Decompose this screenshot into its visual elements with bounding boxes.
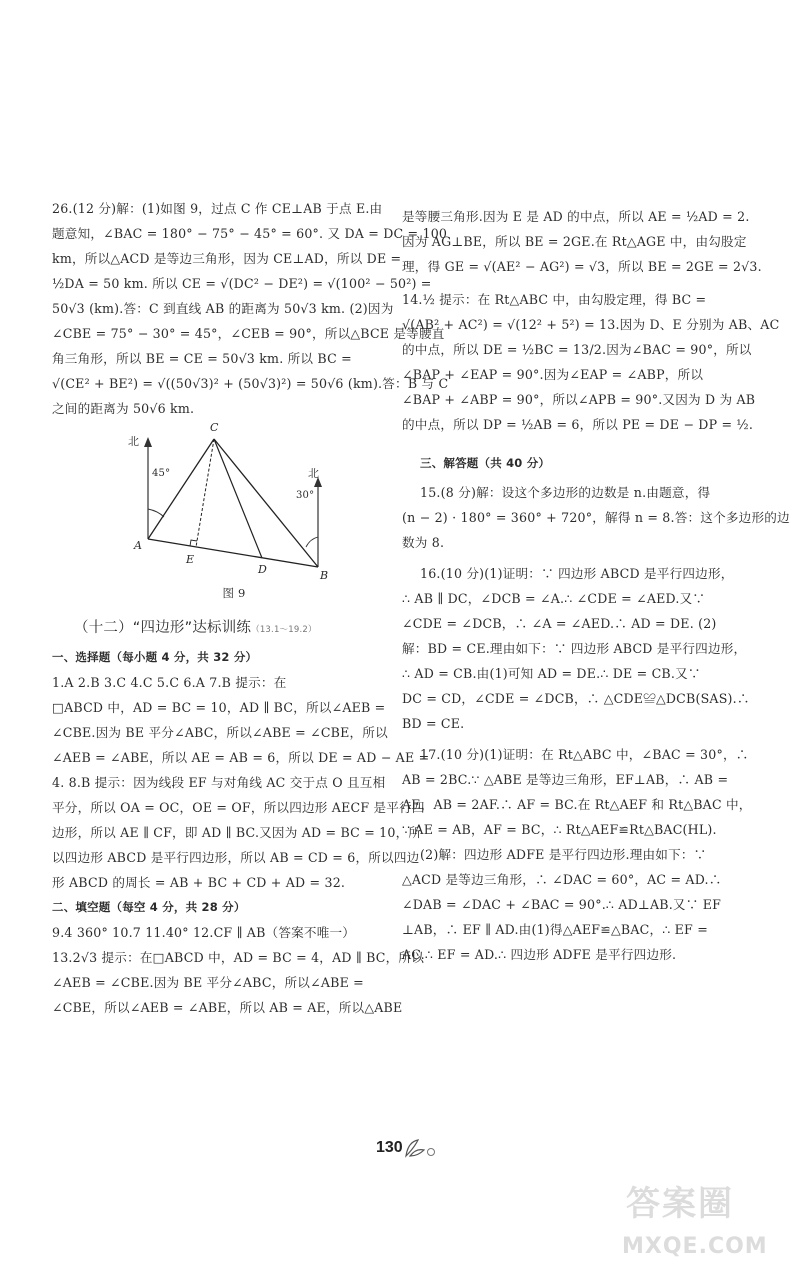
text-line: ∠BAP + ∠ABP = 90°，所以∠APB = 90°.又因为 D 为 AB [402,392,756,407]
text-line: △ACD 是等边三角形，∴ ∠DAC = 60°，AC = AD.∴ [402,872,722,887]
angle-label-right: 30° [296,490,315,501]
segment-cd [214,439,262,558]
north-label-right: 北 [308,467,320,480]
angle-arc-right [306,537,318,547]
text-line: 之间的距离为 50√6 km. [52,401,195,416]
text-line: 50√3 (km).答：C 到直线 AB 的距离为 50√3 km. (2)因为 [52,301,394,316]
leaf-ornament-icon [402,1136,438,1160]
text-line: ∠CBE = 75° − 30° = 45°，∠CEB = 90°，所以△BCE 是等腰直 [52,326,445,341]
text-line: 理，得 GE = √(AE² − AG²) = √3，所以 BE = 2GE = 2√3. [402,259,762,274]
text-line: ∠CBE，所以∠AEB = ∠ABE，所以 AB = AE，所以△ABE [52,1000,403,1015]
text-line: (2)解：四边形 ADFE 是平行四边形.理由如下：∵ [420,847,707,862]
text-line: ∴ AD = CB.由(1)可知 AD = DE.∴ DE = CB.又∵ [402,666,701,681]
text-line: 14.½ 提示：在 Rt△ABC 中，由勾股定理，得 BC = [402,292,707,307]
text-line: AC.∴ EF = AD.∴ 四边形 ADFE 是平行四边形. [402,947,677,962]
text-line: 题意知，∠BAC = 180° − 75° − 45° = 60°. 又 DA = DC = 100 [52,226,448,241]
text-line: km，所以△ACD 是等边三角形，因为 CE⊥AD，所以 DE = [52,251,402,266]
text-line: 因为 AG⊥BE，所以 BE = 2GE.在 Rt△AGE 中，由勾股定 [402,234,747,249]
text-line: AB = 2BC.∵ △ABE 是等边三角形，EF⊥AB，∴ AB = [402,772,729,787]
point-label-e: E [186,553,195,566]
north-label-left: 北 [128,435,140,448]
part2-header: 二、填空题（每空 4 分，共 28 分） [52,900,246,914]
text-line: 13.2√3 提示：在□ABCD 中，AD = BC = 4，AD ∥ BC，所以 [52,950,425,965]
segment-ce [196,439,214,547]
text-line: 平分，所以 OA = OC，OE = OF，所以四边形 AECF 是平行四 [52,800,425,815]
text-line: ∠CBE.因为 BE 平分∠ABC，所以∠ABE = ∠CBE，所以 [52,725,388,740]
section-title [74,616,364,643]
point-label-a: A [134,539,143,552]
text-line: 以四边形 ABCD 是平行四边形，所以 AB = CD = 6，所以四边 [52,850,420,865]
q13-q14-continued [402,204,780,437]
text-line: √(CE² + BE²) = √((50√3)² + (50√3)²) = 50√6 (km).答：B 与 C [52,376,449,391]
text-line: 26.(12 分)解：(1)如图 9，过点 C 作 CE⊥AB 于点 E.由 [52,201,383,216]
text-line: 4. 8.B 提示：因为线段 EF 与对角线 AC 交于点 O 且互相 [52,775,386,790]
text-line: ∠AEB = ∠CBE.因为 BE 平分∠ABC，所以∠ABE = [52,975,364,990]
point-label-c: C [210,421,219,434]
text-line: 1.A 2.B 3.C 4.C 5.C 6.A 7.B 提示：在 [52,675,287,690]
text-line: 9.4 360° 10.7 11.40° 12.CF ∥ AB（答案不唯一） [52,925,356,940]
text-line: 17.(10 分)(1)证明：在 Rt△ABC 中，∠BAC = 30°，∴ [420,747,749,762]
text-line: √(AB² + AC²) = √(12² + 5²) = 13.因为 D、E 分别为 AB、AC [402,317,780,332]
text-line: 的中点，所以 DE = ½BC = 13/2.因为∠BAC = 90°，所以 [402,342,752,357]
text-line: ∵ AE = AB，AF = BC，∴ Rt△AEF≌Rt△BAC(HL). [402,822,717,837]
text-line: 15.(8 分)解：设这个多边形的边数是 n.由题意，得 [420,485,711,500]
text-line: ∠AEB = ∠ABE，所以 AE = AB = 6，所以 DE = AD − AE = [52,750,430,765]
figure-caption: 图 9 [222,586,246,600]
text-line: 的中点，所以 DP = ½AB = 6，所以 PE = DE − DP = ½. [402,417,754,432]
text-line: 16.(10 分)(1)证明：∵ 四边形 ABCD 是平行四边形， [420,566,734,581]
part3-answers [402,480,790,967]
text-line: 解：BD = CE.理由如下：∵ 四边形 ABCD 是平行四边形， [402,641,747,656]
text-line: 是等腰三角形.因为 E 是 AD 的中点，所以 AE = ½AD = 2. [402,209,750,224]
segment-ab [148,539,318,567]
text-line: ∴ AB ∥ DC，∠DCB = ∠A.∴ ∠CDE = ∠AED.又∵ [402,591,706,606]
section-subtitle: （13.1～19.2） [251,625,317,635]
page-number: 130 [376,1139,403,1156]
q26-solution [52,196,449,421]
watermark-url: MXQE.COM [622,1234,768,1259]
watermark [598,1176,788,1271]
angle-label-left: 45° [152,468,171,479]
right-column [402,204,790,967]
segment-ac [148,439,214,539]
text-line: ∠BAP + ∠EAP = 90°.因为∠EAP = ∠ABP，所以 [402,367,704,382]
part1-header: 一、选择题（每小题 4 分，共 32 分） [52,650,258,664]
text-line: □ABCD 中，AD = BC = 10，AD ∥ BC，所以∠AEB = [52,700,386,715]
section-title-text: （十二）“四边形”达标训练 [74,620,252,636]
north-arrow-left [144,437,152,447]
text-line: 形 ABCD 的周长 = AB + BC + CD + AD = 32. [52,875,346,890]
text-line: (n − 2) · 180° = 360° + 720°，解得 n = 8.答：这个多边形的边 [402,510,790,525]
part3-header: 三、解答题（共 40 分） [420,456,551,470]
text-line: 数为 8. [402,535,445,550]
text-line: 角三角形，所以 BE = CE = 50√3 km. 所以 BC = [52,351,352,366]
angle-arc-left [148,509,164,517]
part1-answers [52,670,430,895]
part2-answers [52,920,425,1020]
text-line: DC = CD，∠CDE = ∠DCB，∴ △CDE≌△DCB(SAS).∴ [402,691,750,706]
watermark-text: 答案圈 [626,1184,734,1224]
text-line: AE，AB = 2AF.∴ AF = BC.在 Rt△AEF 和 Rt△BAC 中， [402,797,752,812]
point-label-b: B [320,569,329,582]
text-line: 边形，所以 AE ∥ CF，即 AD ∥ BC.又因为 AD = BC = 10，所 [52,825,422,840]
text-line: BD = CE. [402,716,465,731]
text-line: ∠DAB = ∠DAC + ∠BAC = 90°.∴ AD⊥AB.又∵ EF [402,897,722,912]
point-label-d: D [258,563,268,576]
text-line: ∠CDE = ∠DCB，∴ ∠A = ∠AED.∴ AD = DE. (2) [402,616,717,631]
text-line: ⊥AB，∴ EF ∥ AD.由(1)得△AEF≌△BAC，∴ EF = [402,922,708,937]
geometry-figure [124,421,344,600]
text-line: ½DA = 50 km. 所以 CE = √(DC² − DE²) = √(100² − 50²) = [52,276,432,291]
